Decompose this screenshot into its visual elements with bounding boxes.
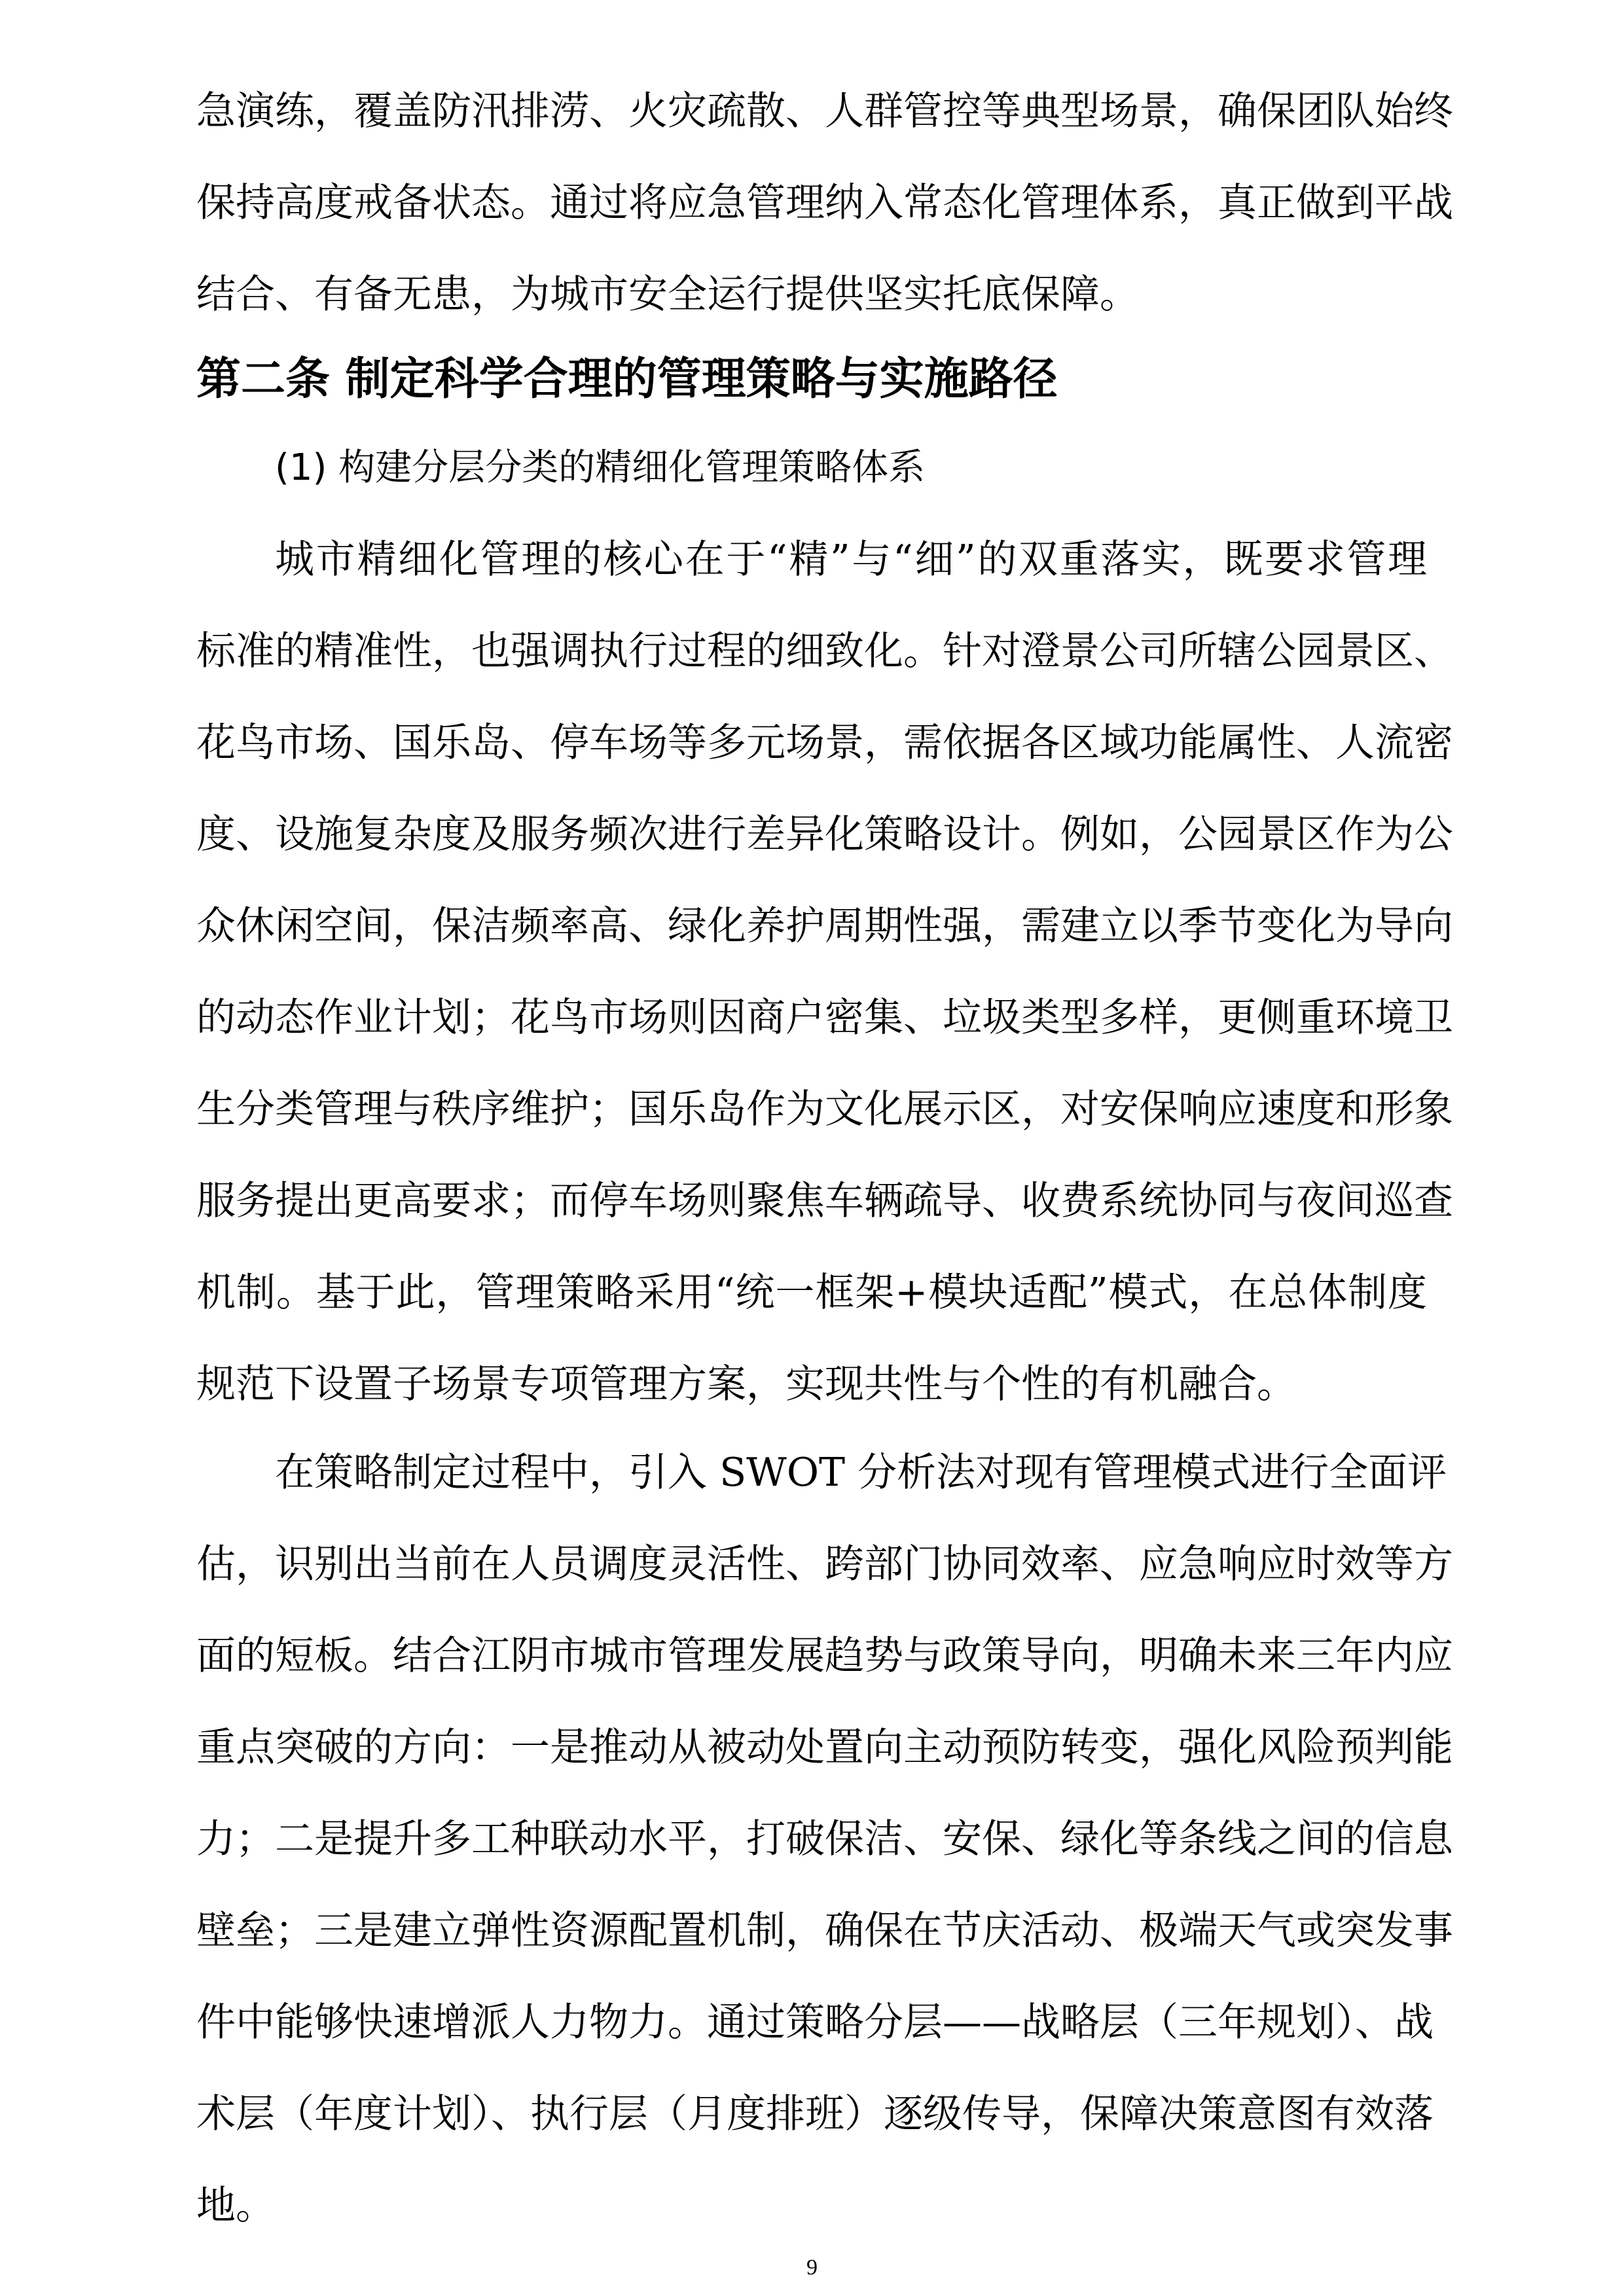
text-line: 结合、有备无患，为城市安全运行提供坚实托底保障。	[196, 272, 1139, 317]
text-line: 件中能够快速增派人力物力。通过策略分层——战略层（三年规划）、战	[196, 2000, 1434, 2045]
text-line: 估，识别出当前在人员调度灵活性、跨部门协同效率、应急响应时效等方	[196, 1541, 1453, 1587]
text-line: 花鸟市场、国乐岛、停车场等多元场景，需依据各区域功能属性、人流密	[196, 720, 1453, 766]
article-heading: 第二条 制定科学合理的管理策略与实施路径	[196, 353, 1058, 405]
text-line: 力；二是提升多工种联动水平，打破保洁、安保、绿化等条线之间的信息	[196, 1816, 1453, 1862]
text-line: 保持高度戒备状态。通过将应急管理纳入常态化管理体系，真正做到平战	[196, 180, 1453, 226]
text-line: 生分类管理与秩序维护；国乐岛作为文化展示区，对安保响应速度和形象	[196, 1086, 1453, 1132]
page-number: 9	[806, 2255, 818, 2280]
text-line: 规范下设置子场景专项管理方案，实现共性与个性的有机融合。	[196, 1361, 1296, 1407]
text-line: 众休闲空间，保洁频率高、绿化养护周期性强，需建立以季节变化为导向	[196, 903, 1453, 949]
text-line: 面的短板。结合江阴市城市管理发展趋势与政策导向，明确未来三年内应	[196, 1633, 1453, 1679]
text-line: 度、设施复杂度及服务频次进行差异化策略设计。例如，公园景区作为公	[196, 812, 1453, 857]
text-line: 术层（年度计划）、执行层（月度排班）逐级传导，保障决策意图有效落	[196, 2091, 1434, 2137]
text-line: 重点突破的方向：一是推动从被动处置向主动预防转变，强化风险预判能	[196, 1725, 1453, 1770]
text-line: 急演练，覆盖防汛排涝、火灾疏散、人群管控等典型场景，确保团队始终	[196, 88, 1453, 134]
text-line: 服务提出更高要求；而停车场则聚焦车辆疏导、收费系统协同与夜间巡查	[196, 1178, 1453, 1224]
text-line: 地。	[196, 2183, 275, 2229]
subsection-heading: (1) 构建分层分类的精细化管理策略体系	[275, 446, 926, 489]
text-line: 机制。基于此，管理策略采用“统一框架+模块适配”模式，在总体制度	[196, 1270, 1427, 1316]
text-line: 标准的精准性，也强调执行过程的细致化。针对澄景公司所辖公园景区、	[196, 628, 1453, 674]
text-line: 的动态作业计划；花鸟市场则因商户密集、垃圾类型多样，更侧重环境卫	[196, 995, 1453, 1041]
text-line: 在策略制定过程中，引入 SWOT 分析法对现有管理模式进行全面评	[275, 1450, 1447, 1496]
text-line: 城市精细化管理的核心在于“精”与“细”的双重落实，既要求管理	[275, 537, 1427, 583]
text-line: 壁垒；三是建立弹性资源配置机制，确保在节庆活动、极端天气或突发事	[196, 1908, 1453, 1954]
